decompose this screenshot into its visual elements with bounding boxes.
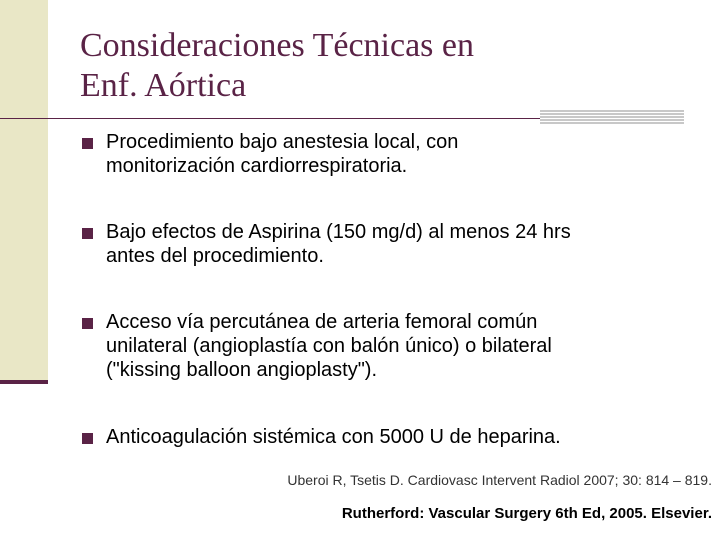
reference-citation-1: Uberoi R, Tsetis D. Cardiovasc Intervent Radiol 2007; 30: 814 – 819. — [287, 472, 712, 488]
reference-citation-2: Rutherford: Vascular Surgery 6th Ed, 2005. Elsevier. — [341, 505, 712, 522]
slide-title-line-1: Consideraciones Técnicas en — [80, 27, 475, 64]
title-divider-accent — [540, 110, 684, 124]
square-bullet-icon — [82, 433, 93, 444]
bullet-line: Anticoagulación sistémica con 5000 U de heparina. — [106, 426, 561, 448]
slide-title — [80, 26, 474, 106]
square-bullet-icon — [82, 318, 93, 329]
bullet-line: Acceso vía percutánea de arteria femoral común — [106, 311, 538, 333]
bullet-line: unilateral (angioplastía con balón único) o bilateral — [106, 335, 552, 357]
square-bullet-icon — [82, 228, 93, 239]
bullet-text — [106, 310, 706, 382]
slide-title-line-2: Enf. Aórtica — [80, 67, 247, 104]
bullet-text — [106, 220, 706, 268]
bullet-line: antes del procedimiento. — [106, 245, 324, 267]
square-bullet-icon — [82, 138, 93, 149]
sidebar-accent-line — [0, 380, 48, 384]
bullet-text — [106, 130, 706, 178]
bullet-line: Procedimiento bajo anestesia local, con — [106, 131, 459, 153]
bullet-line: monitorización cardiorrespiratoria. — [106, 155, 408, 177]
bullet-text — [106, 425, 706, 449]
bullet-line: ("kissing balloon angioplasty"). — [106, 359, 378, 381]
sidebar-decoration — [0, 0, 48, 384]
bullet-line: Bajo efectos de Aspirina (150 mg/d) al menos 24 hrs — [106, 221, 571, 243]
